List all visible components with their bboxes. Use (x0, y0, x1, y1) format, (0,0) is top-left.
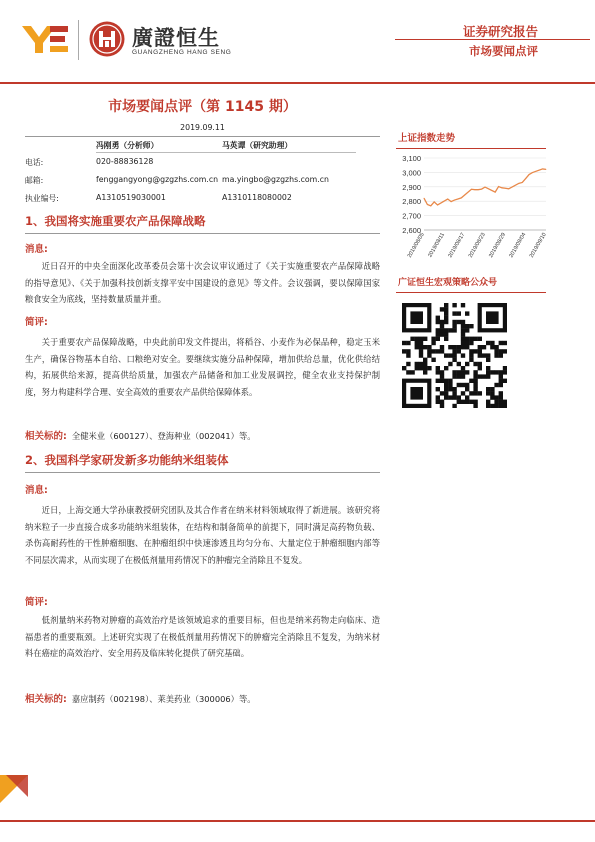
title-rule (25, 136, 380, 137)
section-2-rule (25, 472, 380, 473)
data-point (495, 192, 496, 193)
header-bottom-rule (0, 82, 595, 84)
section-1-related-label: 相关标的: (25, 431, 67, 442)
data-point (447, 199, 448, 200)
data-point (430, 205, 431, 206)
brand-name-en: GUANGZHENG HANG SENG (132, 49, 232, 56)
sidebar-chart-rule (396, 148, 546, 149)
analyst-1-email[interactable]: fenggangyong@gzgzhs.com.cn (96, 175, 219, 184)
sidebar-chart-title: 上证指数走势 (398, 133, 456, 144)
y-tick-label: 2,800 (402, 197, 421, 207)
data-point (532, 172, 533, 173)
data-point (529, 174, 530, 175)
x-tick-label: 2019/09/10 (528, 232, 548, 259)
data-point (457, 199, 458, 200)
section-2-related (25, 687, 380, 708)
report-type: 证券研究报告 (462, 24, 538, 39)
footer-rule (0, 820, 595, 822)
section-2-related-text: 嘉应制药（002198）、莱美药业（300006）等。 (71, 694, 256, 704)
data-point (505, 188, 506, 189)
index-line-chart (390, 152, 550, 260)
analyst-2-id: A1310118080002 (222, 193, 292, 202)
section-1-related (25, 424, 380, 445)
section-1-comment: 关于重要农产品保障战略，中央此前印发文件提出，将稻谷、小麦作为必保品种，稳定玉米生产，确保谷物基本自给、口粮绝对安全。要继续实施分品种保障，增加供给总量，优化供给结构，拓展供给来源，提高供给质量，加强农产品储备和加工业发展调控，健全农业支持保护制度，努力构建科学合理、安全高效的重要农产品供给保障体系。 (25, 337, 380, 397)
sidebar-qr-title: 广证恒生宏观策略公众号 (398, 278, 498, 288)
header (0, 0, 595, 80)
section-2-title: 2、我国科学家研发新多功能纳米组装体 (25, 453, 229, 467)
page-title: 市场要闻点评（第 1145 期） (108, 99, 297, 115)
analyst-2-email[interactable]: ma.yingbo@gzgzhs.com.cn (222, 175, 329, 184)
analyst-1-id: A1310519030001 (96, 193, 166, 202)
x-tick-label: 2019/08/05 (406, 232, 426, 259)
y-tick-label: 3,000 (402, 168, 421, 178)
data-point (518, 183, 519, 184)
y-tick-label: 2,600 (402, 226, 421, 235)
analyst-1-name: 冯刚勇（分析师） (96, 141, 159, 150)
data-point (471, 189, 472, 190)
section-1-rule (25, 233, 380, 234)
data-point (434, 202, 435, 203)
section-2-related-label: 相关标的: (25, 694, 67, 705)
data-point (437, 205, 438, 206)
data-point (508, 188, 509, 189)
phone-label: 电话: (25, 158, 44, 167)
data-point (478, 189, 479, 190)
y-tick-label: 2,900 (402, 182, 421, 192)
section-1-news-label: 消息: (25, 244, 48, 255)
wechat-qr-code-icon[interactable] (402, 303, 507, 408)
header-right-rule (395, 39, 590, 40)
section-1-news: 近日召开的中央全面深化改革委员会第十次会议审议通过了《关于实施重要农产品保障战略的指导意见》、《关于加强科技创新支撑平安中国建设的意见》等文件。会议强调，要以保障国家粮食安全为底线，坚持数量质量并重。 (25, 261, 380, 304)
data-point (546, 169, 547, 170)
x-tick-label: 2019/09/04 (508, 232, 528, 259)
analyst-1-phone: 020-88836128 (96, 157, 154, 166)
sidebar-qr-rule (396, 292, 546, 293)
data-point (498, 186, 499, 187)
gzhs-seal-icon (88, 20, 126, 58)
section-2-comment-label: 简评: (25, 597, 48, 608)
section-1-related-text: 全健米业（600127）、登海种业（002041）等。 (71, 431, 256, 441)
data-point (461, 197, 462, 198)
analyst-2-name: 马英谭（研究助理） (222, 141, 293, 150)
data-point (427, 204, 428, 205)
analyst-rule (96, 152, 356, 153)
data-point (525, 178, 526, 179)
logo-divider (78, 20, 79, 60)
email-label: 邮箱: (25, 176, 44, 185)
section-1-title: 1、我国将实施重要农产品保障战略 (25, 214, 206, 228)
data-point (424, 198, 425, 199)
brand-name-cn: 廣證恒生 (132, 26, 220, 50)
id-label: 执业编号: (25, 194, 59, 203)
footer-corner-icon (0, 775, 32, 807)
y-tick-label: 3,100 (402, 154, 421, 163)
data-point (485, 187, 486, 188)
x-tick-label: 2019/08/17 (447, 232, 467, 259)
data-point (454, 200, 455, 201)
x-tick-label: 2019/08/23 (467, 232, 487, 259)
x-tick-label: 2019/08/29 (488, 232, 508, 259)
x-tick-label: 2019/08/11 (427, 232, 447, 259)
data-point (481, 189, 482, 190)
section-1-comment-label: 简评: (25, 317, 48, 328)
section-2-comment: 低剂量纳米药物对肿瘤的高效治疗是该领域追求的重要目标，但也是纳米药物走向临床、造福患者的重要瓶颈。上述研究实现了在极低剂量用药情况下的肿瘤完全消除且不复发，为纳米材料在癌症的高效治疗、安全用药及临床转化提供了研究基础。 (25, 615, 380, 658)
y-tick-label: 2,700 (402, 211, 421, 221)
data-point (474, 189, 475, 190)
data-point (522, 182, 523, 183)
report-category: 市场要闻点评 (469, 44, 538, 58)
section-2-news-label: 消息: (25, 485, 48, 496)
data-point (502, 187, 503, 188)
data-point (542, 169, 543, 170)
data-point (451, 201, 452, 202)
report-date: 2019.09.11 (180, 123, 225, 132)
section-2-news: 近日，上海交通大学孙康教授研究团队及其合作者在纳米材料领域取得了新进展。该研究将纳米粒子一步直接合成多功能纳米组装体，在结构和制备简单的前提下，同时满足高药物负载、杀伤高耐药性的干性肿瘤细胞、在肿瘤组织中快速渗透且均匀分布、大量定位于肿瘤细胞内部等不同层次需求，从而实现了在极低剂量用药情况下的肿瘤完全消除且不复发。 (25, 505, 380, 565)
yuexiu-logo-icon (22, 24, 70, 54)
